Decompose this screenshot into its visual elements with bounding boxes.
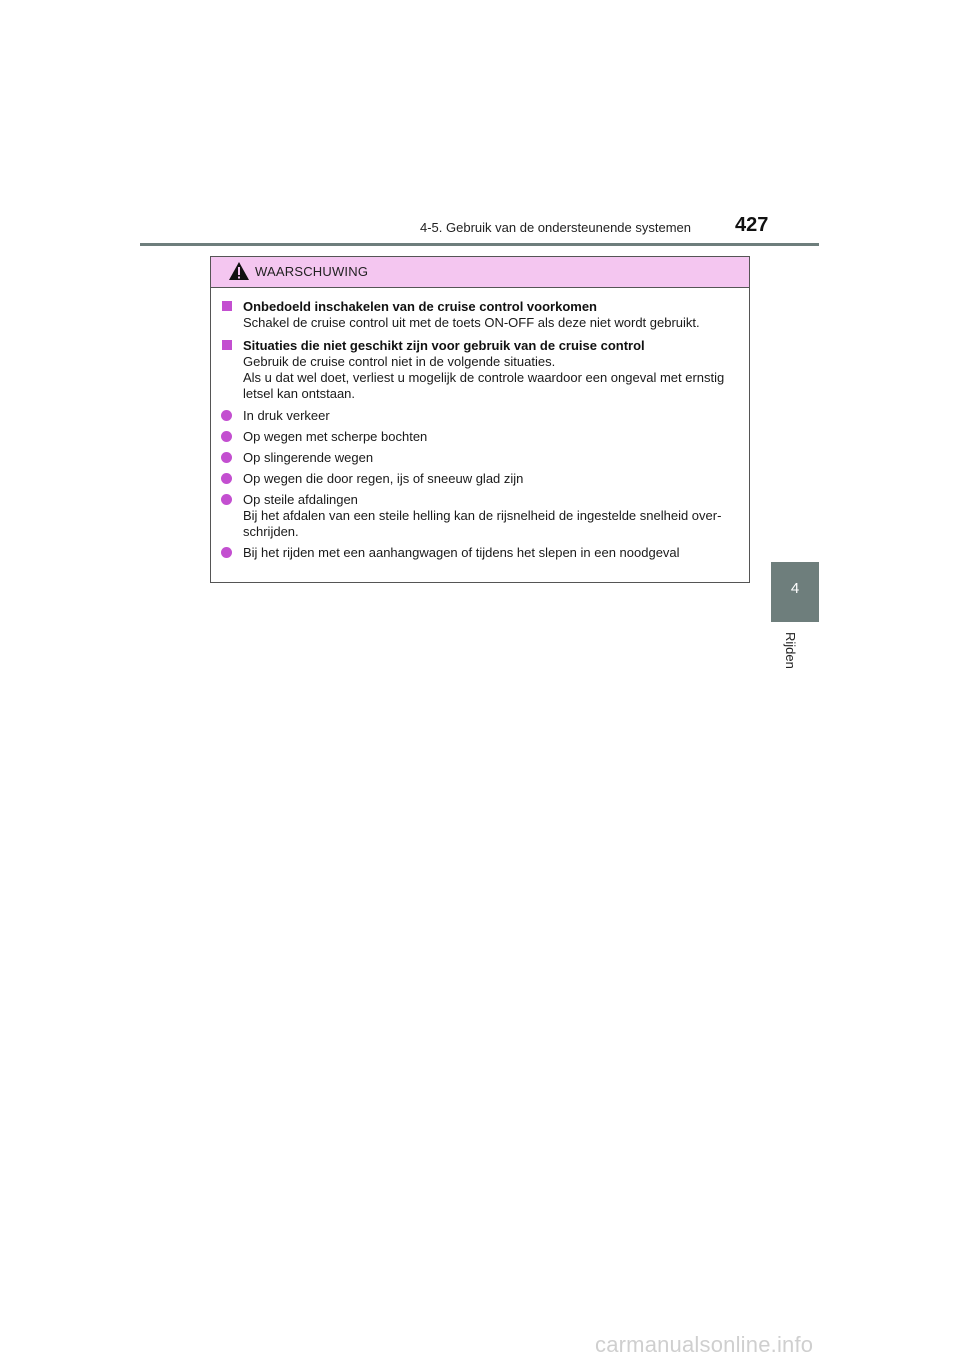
- page-number: 427: [735, 214, 769, 236]
- warning-box: [210, 256, 750, 583]
- list-item: Op wegen die door regen, ijs of sneeuw glad zijn: [243, 471, 739, 487]
- warning-section: [217, 337, 739, 561]
- dot-bullet-icon: [221, 431, 232, 442]
- warning-body: [211, 288, 749, 561]
- warning-section: [217, 298, 739, 331]
- dot-bullet-icon: [221, 473, 232, 484]
- warning-title: WAARSCHUWING: [255, 264, 369, 279]
- section-text: Gebruik de cruise control niet in de volgende situaties. Als u dat wel doet, verliest u mogelijk de controle waardoor een ongeval met ernstig letsel kan ontstaan.: [243, 354, 725, 401]
- watermark: carmanualsonline.info: [595, 1332, 814, 1357]
- bullet-list: [243, 408, 739, 561]
- list-item: In druk verkeer: [243, 408, 739, 424]
- square-bullet-icon: [222, 301, 232, 311]
- chapter-number: 4: [790, 580, 800, 597]
- dot-bullet-icon: [221, 452, 232, 463]
- section-heading: Situaties die niet geschikt zijn voor gebruik van de cruise control: [243, 338, 645, 353]
- section-title: 4-5. Gebruik van de ondersteunende systemen: [420, 220, 692, 235]
- section-heading: Onbedoeld inschakelen van de cruise control voorkomen: [243, 299, 597, 314]
- warning-triangle-icon: [228, 261, 250, 281]
- list-item: Op wegen met scherpe bochten: [243, 429, 739, 445]
- list-item: Op slingerende wegen: [243, 450, 739, 466]
- chapter-label: Rijden: [783, 632, 798, 669]
- dot-bullet-icon: [221, 410, 232, 421]
- list-item: Op steile afdalingen Bij het afdalen van een steile helling kan de rijsnelheid de ingestelde snelheid over- schrijden.: [243, 492, 739, 540]
- dot-bullet-icon: [221, 494, 232, 505]
- header-divider: [140, 243, 819, 246]
- square-bullet-icon: [222, 340, 232, 350]
- section-text: Schakel de cruise control uit met de toets ON-OFF als deze niet wordt gebruikt.: [243, 315, 700, 330]
- warning-header: [211, 257, 749, 288]
- dot-bullet-icon: [221, 547, 232, 558]
- chapter-tab[interactable]: [771, 562, 819, 622]
- list-item: Bij het rijden met een aanhangwagen of tijdens het slepen in een noodgeval: [243, 545, 739, 561]
